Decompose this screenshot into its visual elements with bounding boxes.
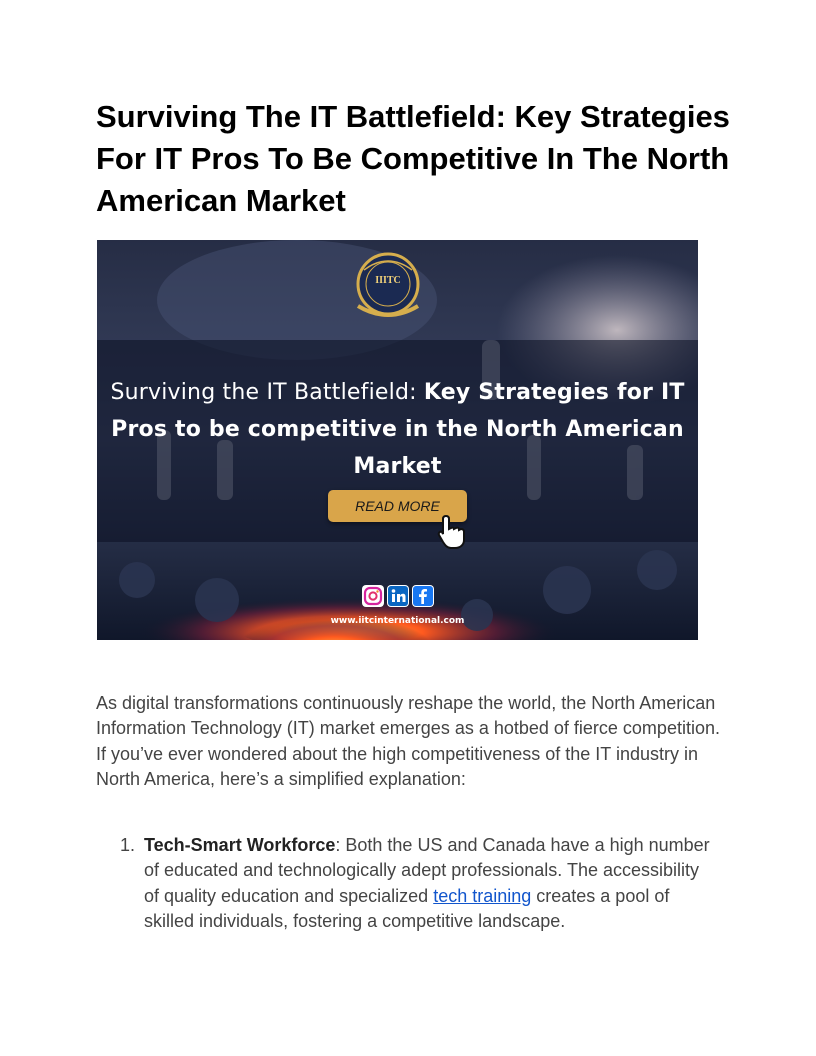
linkedin-icon[interactable]	[387, 585, 409, 607]
banner-headline	[97, 374, 698, 485]
hand-cursor-icon	[437, 514, 469, 550]
facebook-icon[interactable]	[412, 585, 434, 607]
list-text-before-link: : Both the US and Canada have a high number of educated and technologically adept professionals. The accessibility of quality education and specialized	[144, 835, 710, 906]
strategy-list	[96, 833, 716, 934]
intro-paragraph: As digital transformations continuously reshape the world, the North American Information Technology (IT) market emerges as a hotbed of fierce competition. If you’ve ever wondered about the high competitiveness of the IT industry in North America, here’s a simplified explanation:	[96, 693, 720, 789]
list-text-after-link: creates a pool of skilled individuals, fostering a competitive landscape.	[144, 885, 670, 931]
tech-training-link[interactable]: tech training	[433, 885, 532, 906]
banner-headline-bold: Key Strategies for IT Pros to be competitive in the North American Market	[111, 380, 685, 479]
list-number: 1.	[120, 835, 136, 855]
read-more-button[interactable]: READ MORE	[328, 490, 467, 522]
website-url: www.iitcinternational.com	[330, 616, 465, 626]
list-term: Tech-Smart Workforce	[144, 835, 336, 855]
page-title: Surviving The IT Battlefield: Key Strategies For IT Pros To Be Competitive In The North American Market	[96, 99, 730, 218]
logo-text: IIITC	[375, 275, 401, 286]
list-item	[96, 833, 716, 934]
iitc-logo	[350, 248, 426, 320]
banner-headline-light: Surviving the IT Battlefield:	[110, 380, 424, 405]
article-banner-image	[97, 240, 698, 640]
instagram-icon[interactable]	[362, 585, 384, 607]
